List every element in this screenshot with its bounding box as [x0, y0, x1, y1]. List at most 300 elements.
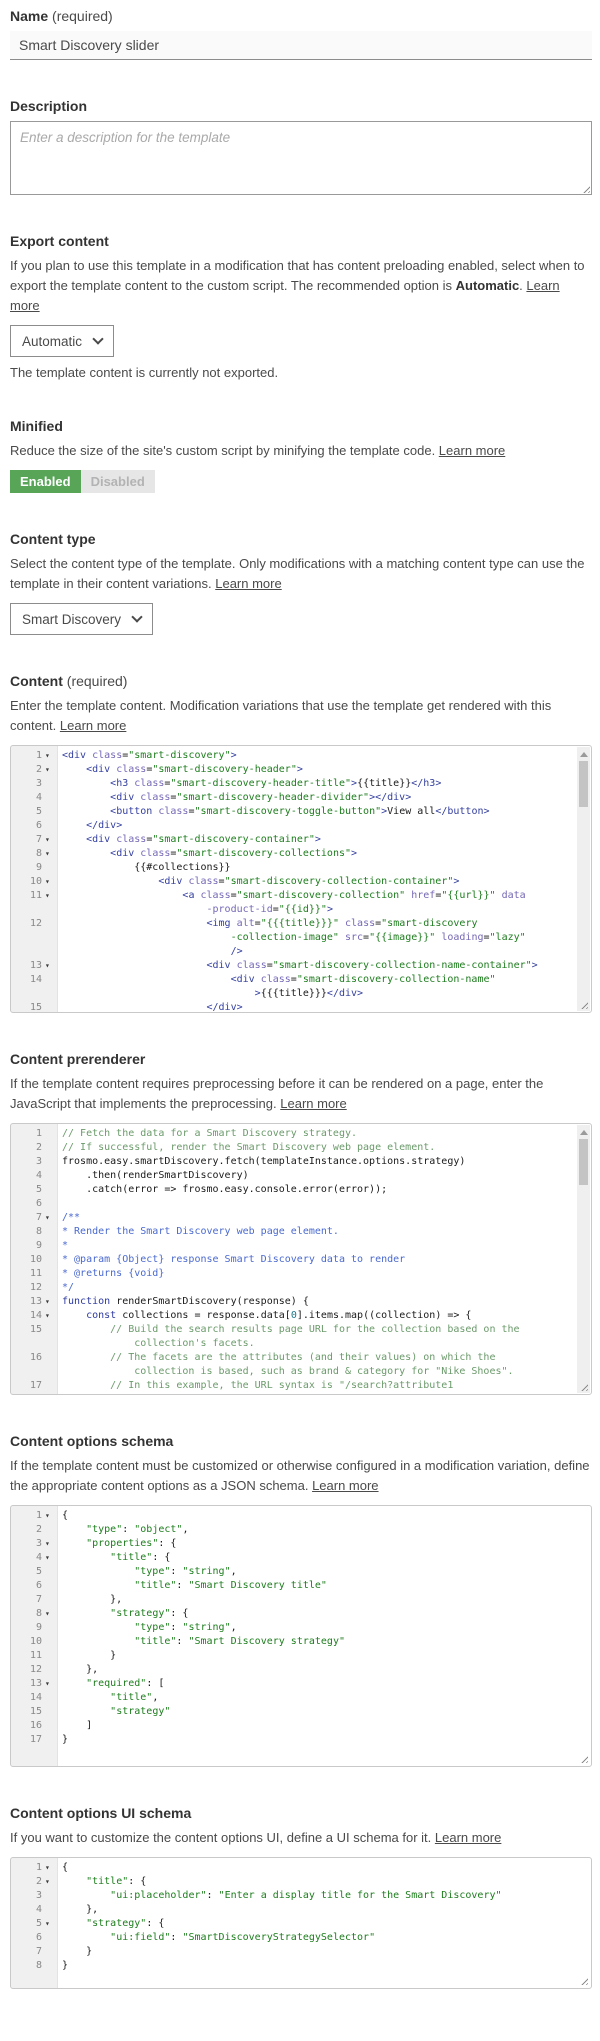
content-prerenderer-code-editor[interactable] [10, 1123, 592, 1395]
code-line [11, 1127, 591, 1141]
line-gutter [11, 1677, 58, 1691]
line-number: 4 [35, 1904, 42, 1915]
line-gutter [11, 805, 58, 819]
code-token: "type" [86, 1524, 123, 1535]
line-number: 2 [35, 1524, 42, 1535]
code-token: /** [62, 1212, 81, 1223]
code-token: = [483, 932, 490, 943]
fold-arrow-icon[interactable]: ▾ [45, 1863, 50, 1872]
description-label: Description [10, 98, 88, 114]
fold-arrow-slot [45, 1621, 58, 1635]
fold-arrow-slot [45, 1141, 58, 1155]
line-gutter [11, 1295, 58, 1309]
fold-arrow-icon[interactable]: ▾ [45, 1539, 50, 1548]
code-line [11, 833, 591, 847]
line-gutter [11, 1691, 58, 1705]
code-line [11, 749, 591, 763]
code-text [58, 1579, 591, 1593]
line-number: 4 [35, 1552, 42, 1563]
content-code-editor[interactable] [10, 745, 592, 1013]
code-line [11, 917, 591, 931]
scrollbar-thumb[interactable] [579, 1139, 588, 1185]
fold-arrow-slot [45, 1253, 58, 1267]
fold-arrow-icon[interactable]: ▾ [45, 1297, 50, 1306]
fold-arrow-icon[interactable]: ▾ [45, 849, 50, 858]
content-desc-text: Enter the template content. Modification variations that use the template get rendered with this content. [10, 698, 552, 733]
code-token: loading [441, 932, 484, 943]
code-line [11, 1351, 591, 1365]
code-token: frosmo.easy.smartDiscovery.fetch(templateInstance.options.strategy) [62, 1156, 466, 1167]
code-line [11, 1155, 591, 1169]
line-number: 10 [29, 1254, 42, 1265]
line-gutter [11, 889, 58, 903]
fold-arrow-slot [45, 1281, 58, 1295]
line-gutter [11, 1309, 58, 1323]
fold-arrow-slot [45, 1169, 58, 1183]
code-token [62, 1622, 134, 1633]
line-gutter [11, 1281, 58, 1295]
code-token: "type" [134, 1622, 171, 1633]
line-number: 5 [35, 1184, 42, 1195]
fold-arrow-slot [45, 1337, 58, 1351]
scrollbar-thumb[interactable] [579, 761, 588, 807]
fold-arrow-slot [45, 1239, 58, 1253]
line-number: 2 [35, 1142, 42, 1153]
fold-arrow-slot [45, 1663, 58, 1677]
export-content-label: Export content [10, 233, 109, 249]
code-token: = [164, 778, 171, 789]
code-token: {{{title}}} [260, 988, 327, 999]
content-options-ui-schema-code-editor[interactable] [10, 1857, 592, 1989]
code-token: .then(renderSmartDiscovery) [62, 1170, 249, 1181]
chevron-down-icon [131, 611, 142, 622]
line-number: 7 [35, 1594, 42, 1605]
fold-arrow-icon[interactable]: ▾ [45, 1679, 50, 1688]
code-token: > [351, 848, 358, 859]
code-text [58, 1239, 591, 1253]
code-line [11, 847, 591, 861]
fold-arrow-slot [45, 987, 58, 1001]
line-gutter [11, 1239, 58, 1253]
code-token: "{{image}}" [369, 932, 436, 943]
code-token: const [86, 1310, 117, 1321]
fold-arrow-slot [45, 1365, 58, 1379]
code-text [58, 1705, 591, 1719]
line-number: 12 [29, 918, 42, 929]
code-line [11, 1579, 591, 1593]
fold-arrow-icon[interactable]: ▾ [45, 835, 50, 844]
line-number: 2 [35, 764, 42, 775]
code-token: .catch(error => frosmo.easy.console.error(error)); [62, 1184, 388, 1195]
line-gutter [11, 1719, 58, 1733]
code-token: * @param {Object} response Smart Discovery data to render [62, 1254, 406, 1265]
code-token: {{title}} [357, 778, 412, 789]
line-number: 8 [35, 1608, 42, 1619]
code-token: "string" [182, 1622, 231, 1633]
code-token: class [236, 960, 267, 971]
line-number [11, 1365, 45, 1379]
line-gutter [11, 1917, 58, 1931]
code-token: : [ [146, 1678, 165, 1689]
code-token: * [62, 1240, 69, 1251]
content-required-suffix: (required) [62, 673, 128, 689]
line-number: 7 [35, 1212, 42, 1223]
resize-handle-icon[interactable] [579, 1976, 588, 1985]
content-options-ui-schema-desc-text: If you want to customize the content options UI, define a UI schema for it. [10, 1830, 435, 1845]
code-token: }, [62, 1904, 99, 1915]
code-token: "ui:placeholder" [110, 1890, 207, 1901]
code-line [11, 931, 591, 945]
fold-arrow-icon[interactable]: ▾ [45, 1609, 50, 1618]
fold-arrow-icon[interactable]: ▾ [45, 1877, 50, 1886]
line-number: 17 [29, 1380, 42, 1391]
line-number: 13 [29, 1678, 42, 1689]
code-line [11, 1959, 591, 1973]
line-gutter [11, 749, 58, 763]
code-line [11, 1705, 591, 1719]
line-gutter [11, 931, 58, 945]
code-text [58, 1169, 591, 1183]
code-line [11, 1537, 591, 1551]
description-textarea[interactable] [10, 121, 592, 195]
code-token: "Smart Discovery strategy" [188, 1636, 345, 1647]
code-token [62, 1538, 86, 1549]
code-token: href [411, 890, 436, 901]
code-line [11, 791, 591, 805]
code-line [11, 1281, 591, 1295]
code-token: }, [62, 1594, 123, 1605]
code-token: collection is based, such as brand & category for "Nike Shoes". [62, 1366, 514, 1377]
fold-arrow-icon[interactable]: ▾ [45, 1311, 50, 1320]
content-prerenderer-learn-more-link[interactable]: Learn more [280, 1096, 347, 1111]
line-gutter [11, 1705, 58, 1719]
code-token: </button> [435, 806, 490, 817]
content-options-schema-code-editor[interactable] [10, 1505, 592, 1767]
field-minified [10, 418, 590, 493]
code-line [11, 1267, 591, 1281]
code-token: "Smart Discovery title" [188, 1580, 327, 1591]
code-token [62, 1692, 110, 1703]
content-type-desc-text: Select the content type of the template. Only modifications with a matching content type can use the template in their content variations. [10, 556, 585, 591]
code-token [62, 806, 110, 817]
code-line [11, 1875, 591, 1889]
code-token: "smart-discovery-collection-name" [296, 974, 496, 985]
code-text [58, 987, 591, 1001]
line-number: 3 [35, 778, 42, 789]
code-token: </div> [326, 988, 364, 999]
code-text [58, 847, 591, 861]
code-token: // The facets are the attributes (and their values) on which the [62, 1352, 496, 1363]
code-line [11, 1365, 591, 1379]
code-token [62, 834, 86, 845]
code-token: "strategy" [86, 1918, 147, 1929]
code-token: : { [170, 1608, 189, 1619]
code-token: > [230, 750, 237, 761]
code-text [58, 1141, 591, 1155]
code-token: "smart-discovery [381, 918, 478, 929]
code-token: <img [206, 918, 237, 929]
field-content-options-ui-schema [10, 1805, 590, 1989]
code-text [58, 1281, 591, 1295]
code-line [11, 1141, 591, 1155]
content-label-text: Content [10, 673, 63, 689]
code-token: : { [152, 1552, 171, 1563]
code-token: collection's facets. [62, 1338, 255, 1349]
line-gutter [11, 763, 58, 777]
code-token: <button [110, 806, 159, 817]
code-text [58, 1337, 591, 1351]
resize-handle-icon[interactable] [579, 1754, 588, 1763]
code-token [62, 848, 110, 859]
code-token: -collection-image" [230, 932, 339, 943]
code-token [62, 1918, 86, 1929]
code-text [58, 917, 591, 931]
code-token: } [62, 1734, 69, 1745]
content-options-ui-schema-learn-more-link[interactable]: Learn more [434, 1830, 502, 1845]
code-token [62, 974, 231, 985]
code-token [62, 1876, 86, 1887]
code-text [58, 1211, 591, 1225]
name-label-text: Name [10, 8, 49, 24]
line-number: 11 [29, 1268, 42, 1279]
code-token: */ [62, 1282, 75, 1293]
code-line [11, 1253, 591, 1267]
content-options-schema-learn-more-link[interactable]: Learn more [312, 1478, 379, 1493]
line-gutter [11, 1551, 58, 1565]
line-gutter [11, 1225, 58, 1239]
code-token: } [62, 1946, 93, 1957]
code-token: = [170, 848, 177, 859]
code-line [11, 1621, 591, 1635]
code-text [58, 1197, 591, 1211]
content-type-select-value: Smart Discovery [22, 611, 122, 627]
code-token [62, 1706, 110, 1717]
line-gutter [11, 959, 58, 973]
line-gutter [11, 945, 58, 959]
line-gutter [11, 1889, 58, 1903]
fold-arrow-slot [45, 777, 58, 791]
line-gutter [11, 1351, 58, 1365]
code-line [11, 861, 591, 875]
content-type-description [10, 554, 590, 594]
fold-arrow-slot [45, 1183, 58, 1197]
code-text [58, 805, 591, 819]
code-token: "Enter a display title for the Smart Discovery" [218, 1890, 502, 1901]
code-line [11, 973, 591, 987]
code-token [62, 1932, 110, 1943]
code-token: "strategy" [110, 1608, 171, 1619]
code-token: = [146, 764, 153, 775]
export-content-learn-more-link[interactable]: Learn more [10, 278, 560, 313]
line-number: 3 [35, 1538, 42, 1549]
line-number: 5 [35, 806, 42, 817]
code-text [58, 861, 591, 875]
code-token: // Build the search results page URL for the collection based on the [62, 1324, 520, 1335]
code-token [62, 820, 86, 831]
code-token: "title" [134, 1636, 177, 1647]
code-token: "title" [86, 1876, 129, 1887]
minified-learn-more-link[interactable]: Learn more [438, 443, 506, 458]
line-gutter [11, 1365, 58, 1379]
fold-arrow-slot [45, 1889, 58, 1903]
code-text [58, 1155, 591, 1169]
code-token: </h3> [411, 778, 442, 789]
code-line [11, 1593, 591, 1607]
scroll-up-arrow-icon[interactable] [580, 752, 588, 757]
code-text [58, 1309, 591, 1323]
fold-arrow-slot [45, 1719, 58, 1733]
code-text [58, 1649, 591, 1663]
code-token: "{{url}}" [441, 890, 496, 901]
line-number: 1 [35, 750, 42, 761]
fold-arrow-slot [45, 1379, 58, 1393]
code-line [11, 1197, 591, 1211]
fold-arrow-icon[interactable]: ▾ [45, 765, 50, 774]
fold-arrow-slot [45, 1691, 58, 1705]
fold-arrow-icon[interactable]: ▾ [45, 1511, 50, 1520]
line-gutter [11, 861, 58, 875]
chevron-down-icon [92, 333, 103, 344]
code-line [11, 1719, 591, 1733]
fold-arrow-slot [45, 1351, 58, 1365]
fold-arrow-icon[interactable]: ▾ [45, 1553, 50, 1562]
content-options-schema-description [10, 1456, 590, 1496]
line-number: 6 [35, 1932, 42, 1943]
line-number [11, 931, 45, 945]
fold-arrow-icon[interactable]: ▾ [45, 1919, 50, 1928]
minified-enabled-button[interactable]: Enabled [10, 470, 81, 493]
code-token: = [188, 806, 195, 817]
code-token: "{{id}}" [278, 904, 327, 915]
code-token: = [254, 918, 261, 929]
name-required-suffix: (required) [48, 8, 113, 24]
code-token: "smart-discovery-header-divider" [176, 792, 370, 803]
export-content-description [10, 256, 590, 316]
code-text [58, 749, 591, 763]
code-text [58, 1861, 591, 1875]
code-token: > [351, 778, 358, 789]
code-line [11, 1677, 591, 1691]
minified-label: Minified [10, 418, 63, 434]
code-text [58, 1351, 591, 1365]
code-text [58, 777, 591, 791]
code-token: }, [62, 1664, 99, 1675]
code-token: {{#collections}} [62, 862, 231, 873]
code-text [58, 1593, 591, 1607]
code-token [62, 1890, 110, 1901]
code-token: = [170, 792, 177, 803]
content-label [10, 673, 590, 689]
line-gutter [11, 1323, 58, 1337]
scroll-up-arrow-icon[interactable] [580, 1130, 588, 1135]
fold-arrow-slot [45, 945, 58, 959]
editor-scrollbar[interactable] [577, 1125, 590, 1393]
code-token: > [326, 904, 333, 915]
code-token: > [254, 988, 261, 999]
code-text [58, 959, 591, 973]
fold-arrow-icon[interactable]: ▾ [45, 877, 50, 886]
code-token: : [170, 1566, 183, 1577]
line-gutter [11, 833, 58, 847]
export-content-select[interactable] [10, 325, 114, 357]
code-token: = [122, 750, 129, 761]
fold-arrow-slot [45, 1593, 58, 1607]
content-description [10, 696, 590, 736]
content-options-schema-desc-text: If the template content must be customized or otherwise configured in a modification variation, define the appropriate content options as a JSON schema. [10, 1458, 590, 1493]
content-options-schema-label: Content options schema [10, 1433, 174, 1449]
code-text [58, 1253, 591, 1267]
export-content-note: The template content is currently not exported. [10, 365, 279, 380]
code-token: = [375, 918, 382, 929]
code-text [58, 1225, 591, 1239]
code-text [58, 1607, 591, 1621]
code-token: "smart-discovery-container" [152, 834, 315, 845]
code-text [58, 903, 591, 917]
content-options-ui-schema-description [10, 1828, 590, 1848]
code-token [62, 1310, 86, 1321]
line-number: 9 [35, 1240, 42, 1251]
code-text [58, 833, 591, 847]
line-gutter [11, 1141, 58, 1155]
fold-arrow-slot [45, 1323, 58, 1337]
code-token [62, 764, 86, 775]
code-token: : [206, 1890, 219, 1901]
content-type-learn-more-link[interactable]: Learn more [215, 576, 282, 591]
name-input[interactable] [10, 31, 592, 60]
code-line [11, 1691, 591, 1705]
code-text [58, 931, 591, 945]
code-token: "strategy" [110, 1706, 171, 1717]
code-line [11, 889, 591, 903]
line-number: 11 [29, 1650, 42, 1661]
editor-scrollbar[interactable] [577, 747, 590, 1011]
fold-arrow-icon[interactable]: ▾ [45, 891, 50, 900]
fold-arrow-icon[interactable]: ▾ [45, 961, 50, 970]
line-gutter [11, 1197, 58, 1211]
code-line [11, 1903, 591, 1917]
code-token: ></div> [369, 792, 412, 803]
fold-arrow-slot [45, 791, 58, 805]
code-token: : [176, 1636, 189, 1647]
line-gutter [11, 777, 58, 791]
code-token: = [363, 932, 370, 943]
line-number: 2 [35, 1876, 42, 1887]
code-token: * Render the Smart Discovery web page element. [62, 1226, 339, 1237]
code-token: "smart-discovery-header-title" [170, 778, 352, 789]
content-learn-more-link[interactable]: Learn more [59, 718, 127, 733]
code-token: "title" [110, 1552, 153, 1563]
minified-disabled-button[interactable]: Disabled [81, 470, 155, 493]
line-number: 4 [35, 1170, 42, 1181]
line-gutter [11, 1127, 58, 1141]
code-text [58, 1917, 591, 1931]
line-gutter [11, 791, 58, 805]
fold-arrow-icon[interactable]: ▾ [45, 1213, 50, 1222]
field-export-content [10, 233, 590, 380]
code-line [11, 1889, 591, 1903]
code-token: : [122, 1524, 135, 1535]
line-number: 14 [29, 974, 42, 985]
fold-arrow-icon[interactable]: ▾ [45, 751, 50, 760]
code-token: = [272, 904, 279, 915]
code-text [58, 1001, 591, 1013]
code-token: // In this example, the URL syntax is "/search?attribute1 [62, 1380, 454, 1391]
code-line [11, 903, 591, 917]
line-number [11, 987, 45, 1001]
line-number: 10 [29, 1636, 42, 1647]
code-line [11, 805, 591, 819]
content-type-select[interactable] [10, 603, 153, 635]
